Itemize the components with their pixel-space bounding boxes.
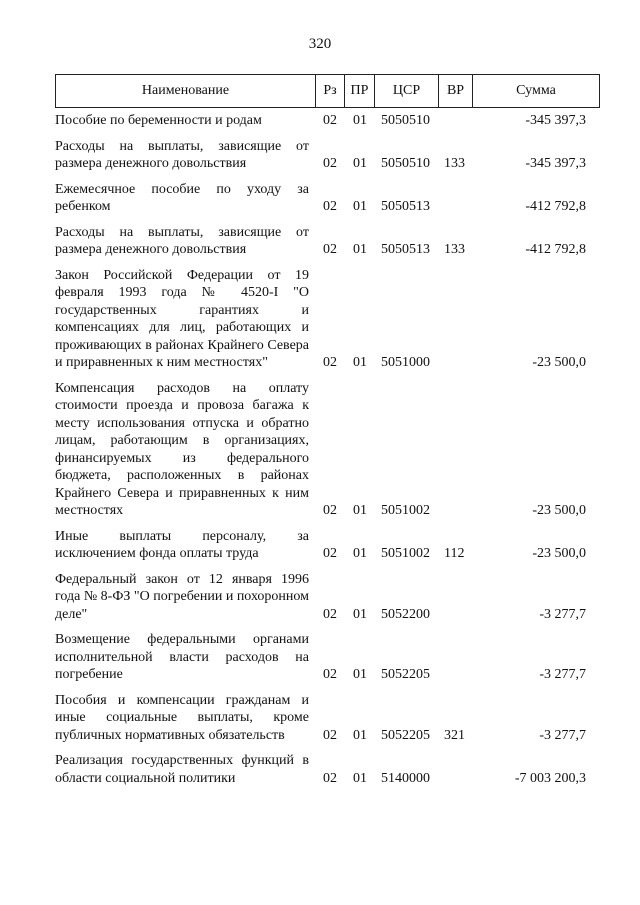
row-values — [55, 354, 600, 372]
row-values — [55, 198, 600, 216]
table-row — [55, 224, 600, 259]
table-row — [55, 752, 600, 787]
header-rz: Рз — [316, 75, 345, 107]
row-csr: 5052205 — [381, 727, 430, 743]
row-values — [55, 241, 600, 259]
row-sum: -23 500,0 — [532, 503, 586, 518]
page-number: 320 — [308, 36, 332, 52]
row-vr: 112 — [444, 546, 465, 561]
row-csr: 5050513 — [381, 242, 430, 257]
row-vr: 133 — [444, 242, 465, 257]
row-rz: 02 — [323, 242, 337, 257]
row-values — [55, 155, 600, 173]
row-name: Реализация государственных функций в области социальной политики — [55, 753, 309, 786]
row-sum: -3 277,7 — [539, 727, 586, 743]
row-vr: 321 — [444, 727, 465, 743]
row-csr: 5052205 — [381, 667, 430, 682]
header-name: Наименование — [56, 75, 316, 107]
row-csr: 5051000 — [381, 355, 430, 370]
row-pr: 01 — [353, 667, 367, 682]
row-sum: -23 500,0 — [532, 546, 586, 561]
row-csr: 5050510 — [381, 113, 430, 128]
row-pr: 01 — [353, 770, 367, 786]
row-rz: 02 — [323, 156, 337, 171]
row-name: Расходы на выплаты, зависящие от размера денежного довольствия — [55, 224, 309, 257]
table-header — [55, 74, 600, 108]
row-values — [55, 545, 600, 563]
table-row — [55, 181, 600, 216]
row-sum: -3 277,7 — [539, 606, 586, 622]
row-sum: -23 500,0 — [532, 355, 586, 370]
row-csr: 5140000 — [381, 770, 430, 786]
row-name: Иные выплаты персоналу, за исключением фонда оплаты труда — [55, 528, 309, 561]
row-name: Расходы на выплаты, зависящие от размера денежного довольствия — [55, 138, 309, 171]
row-rz: 02 — [323, 355, 337, 370]
table-row — [55, 631, 600, 684]
table-row — [55, 380, 600, 520]
row-rz: 02 — [323, 503, 337, 518]
row-csr: 5050513 — [381, 199, 430, 214]
row-csr: 5051002 — [381, 503, 430, 518]
row-pr: 01 — [353, 113, 367, 128]
row-name: Возмещение федеральными органами исполнительной власти расходов на погребение — [55, 632, 309, 682]
table-row — [55, 528, 600, 563]
row-vr: 133 — [444, 156, 465, 171]
row-pr: 01 — [353, 606, 367, 622]
row-rz: 02 — [323, 770, 337, 786]
row-values — [55, 502, 600, 520]
row-name: Пособие по беременности и родам — [55, 113, 262, 128]
row-name: Федеральный закон от 12 января 1996 года № 8-ФЗ "О погребении и похоронном деле" — [55, 571, 310, 622]
header-pr: ПР — [345, 75, 375, 107]
row-csr: 5050510 — [381, 156, 430, 171]
row-rz: 02 — [323, 113, 337, 128]
row-values — [55, 606, 600, 624]
row-pr: 01 — [353, 199, 367, 214]
row-pr: 01 — [353, 355, 367, 370]
row-values — [55, 770, 600, 788]
row-sum: -412 792,8 — [525, 242, 586, 257]
header-csr: ЦСР — [375, 75, 439, 107]
row-sum: -412 792,8 — [525, 199, 586, 214]
table-row — [55, 112, 600, 130]
row-name: Пособия и компенсации гражданам и иные социальные выплаты, кроме публичных нормативных обязательств — [55, 692, 309, 743]
row-rz: 02 — [323, 667, 337, 682]
row-name: Ежемесячное пособие по уходу за ребенком — [55, 181, 309, 214]
table-row — [55, 138, 600, 173]
row-sum: -7 003 200,3 — [514, 770, 586, 786]
row-sum: -345 397,3 — [525, 113, 586, 128]
row-rz: 02 — [323, 546, 337, 561]
row-pr: 01 — [353, 727, 367, 743]
table-body — [55, 112, 600, 795]
header-sum: Сумма — [516, 83, 556, 98]
row-rz: 02 — [323, 606, 337, 622]
row-pr: 01 — [353, 156, 367, 171]
header-vr: ВР — [439, 75, 473, 107]
row-rz: 02 — [323, 727, 337, 743]
row-csr: 5052200 — [381, 606, 430, 622]
table-row — [55, 571, 600, 624]
row-csr: 5051002 — [381, 546, 430, 561]
row-pr: 01 — [353, 546, 367, 561]
row-name: Компенсация расходов на оплату стоимости проезда и провоза багажа к месту использования отпуска и обратно лицам, работающим в организациях, финансируемых из федерального бюджета, расположенных в районах Крайнего Севера и приравненных к ним местностях — [55, 380, 309, 518]
row-sum: -3 277,7 — [539, 667, 586, 682]
row-pr: 01 — [353, 503, 367, 518]
row-values — [55, 727, 600, 745]
table-row — [55, 267, 600, 372]
table-row — [55, 692, 600, 745]
row-rz: 02 — [323, 199, 337, 214]
row-name: Закон Российской Федерации от 19 февраля 1993 года № 4520-I "О государственных гарантиях и компенсациях для лиц, работающих и проживающих в районах Крайнего Севера и приравненных к ним местностях" — [55, 267, 309, 370]
row-sum: -345 397,3 — [525, 156, 586, 171]
row-values — [55, 666, 600, 684]
row-pr: 01 — [353, 242, 367, 257]
row-values — [55, 112, 600, 130]
